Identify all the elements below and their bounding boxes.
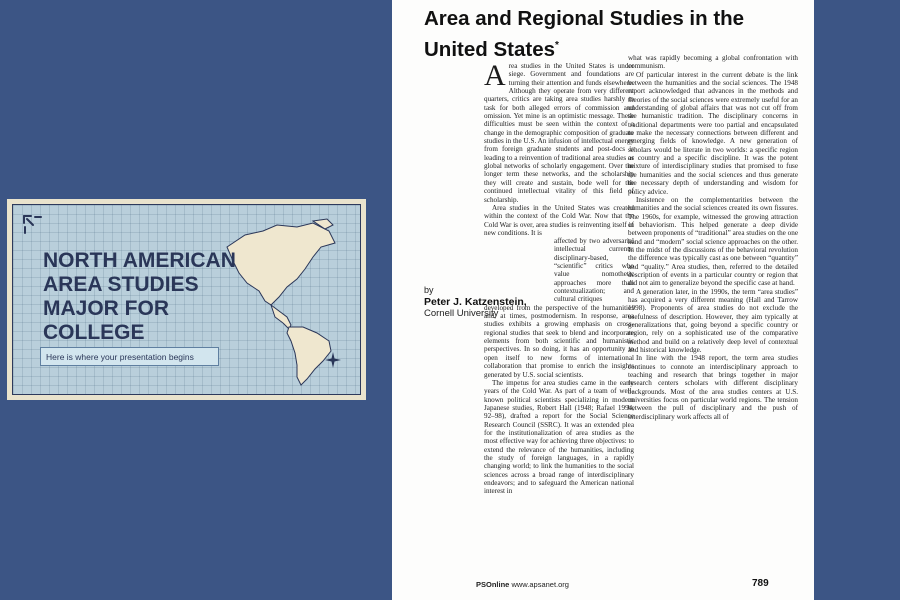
- col2-paragraph-2: Of particular interest in the current debate is the link between the humanities and the social sciences. The 1948 report acknowledged that advances in the methods and theories of the social sciences were extremely useful for an understanding of global affairs that was not cut off from the humanistic tradition. The disciplinary concerns in traditional departments were too partial and encapsulated to make the necessary connections between different and emerging fields of knowledge. A new generation of scholars would be literate in two worlds: a specific region or country and a specific discipline. It was the potent mixture of interdisciplinary studies that promised to fuse the humanities and the social sciences and thus generate the necessary depth of understanding and wisdom for policy advice.: [628, 70, 798, 196]
- col1-intro-paragraph: rea studies in the United States is under siege. Government and foundations are turning their attention and funds elsewhere. Although they operate from very different quarters, critics are taking area studies harshly to task for both alleged errors of commission and omission. Yet mine is an optimistic message. These difficulties must be seen within the context of a change in the demographic composition of graduate studies in the U.S. An infusion of intellectual energy from foreign graduate students and post-docs is leading to a reinvention of traditional area studies as global networks of scholarly engagement. Over the longer term these networks, and the scholarship they will create and sustain, bode well for the continued intellectual vitality of this field of scholarship.: [484, 62, 634, 204]
- footer-journal: PSOnline: [476, 580, 510, 589]
- col2-paragraph-3: Insistence on the complementarities between the humanities and the social sciences created its own fissures. The 1960s, for example, witnessed the growing attraction of behaviorism. This helped generate a deep divide between proponents of “traditional” area studies on the one hand and “modern” social science approaches on the other. In the midst of the discussions of the behavioral revolution the difference was typically cast as one between “quantity” and “quality.” Area studies, then, referred to the detailed description of events in a particular country or region that did not aim to generalize beyond the specific case at hand.: [628, 195, 798, 288]
- byline-by: by: [424, 285, 434, 295]
- paper-title-text: Area and Regional Studies in the United States: [424, 7, 745, 61]
- title-footnote-mark: *: [555, 40, 559, 51]
- footer-url: www.apsanet.org: [511, 580, 569, 589]
- col2-paragraph-5: In line with the 1948 report, the term area studies continues to connote an interdisciplinary approach to teaching and research that brings together in major research centers scholars with different disciplinary backgrounds. Most of the area studies centers at U.S. universities focus on particular world regions. The tension between the pull of disciplinary and the push of interdisciplinary work affects all of: [628, 354, 798, 421]
- column-left-bottom: [484, 237, 634, 496]
- col1-narrow-text: affected by two adversarial intellectual currents: disciplinary-based, “scientific” critics who value nomothetic approaches more than contextualization; and cultural critiques: [554, 237, 634, 304]
- col2-paragraph-4: A generation later, in the 1990s, the term “area studies” has acquired a very different meaning (Hall and Tarrow 1998). Proponents of area studies do not exclude the usefulness of description. However, they aim typically at generalizations that, going beyond a specific country or region, rely on a sophisticated use of the comparative method and build on a relatively deep level of contextual and historical knowledge.: [628, 287, 798, 355]
- author-name: Peter J. Katzenstein,: [424, 296, 527, 308]
- page-number: 789: [752, 578, 769, 589]
- slide-subtitle-placeholder[interactable]: Here is where your presentation begins: [40, 347, 219, 366]
- column-right: [628, 54, 798, 421]
- author-affiliation: Cornell University: [424, 308, 499, 319]
- column-left-top: [484, 59, 634, 237]
- col1-paragraph-2a: Area studies in the United States was created within the context of the Cold War. Now that the Cold War is over, area studies is reinventing itself in new conditions. It is: [484, 203, 634, 237]
- col1-paragraph-3: The impetus for area studies came in the early years of the Cold War. As part of a team of well-known political scientists specializing in modern Japanese studies, Robert Hall (1948; Rafael 1994, 92–98), drafted a report for the Social Science Research Council (SSRC). It was an extended plea for the institutionalization of area studies as the most effective way for achieving three objectives: to extend the relevance of the humanities, including the study of foreign languages, in a rapidly changing world; to link the humanities to the social sciences across a broad range of interdisciplinary endeavors; and to safeguard the American national interest in: [484, 378, 634, 496]
- paper-page: [392, 0, 814, 600]
- compass-star-icon: [325, 352, 341, 368]
- col1-paragraph-2b: developed from the perspective of the humanities and, at times, postmodernism. In response, area studies exhibits a growing emphasis on cross-regional studies that seek to blend and incorporate elements from both scientific and humanistic perspectives. In so doing, it has an opportunity to open itself to new forms of international collaboration that promise to enrich the insights generated by U.S. social scientists.: [484, 303, 634, 379]
- page-footer-source: [476, 580, 569, 589]
- drop-cap: A: [484, 59, 506, 92]
- corner-rays-decoration: [21, 213, 51, 243]
- slide-title: NORTH AMERICAN AREA STUDIES MAJOR FOR COLLEGE: [43, 249, 236, 344]
- presentation-slide-thumbnail[interactable]: [7, 199, 366, 400]
- col2-paragraph-1: what was rapidly becoming a global confrontation with communism.: [628, 54, 798, 71]
- slide-canvas: [12, 204, 361, 395]
